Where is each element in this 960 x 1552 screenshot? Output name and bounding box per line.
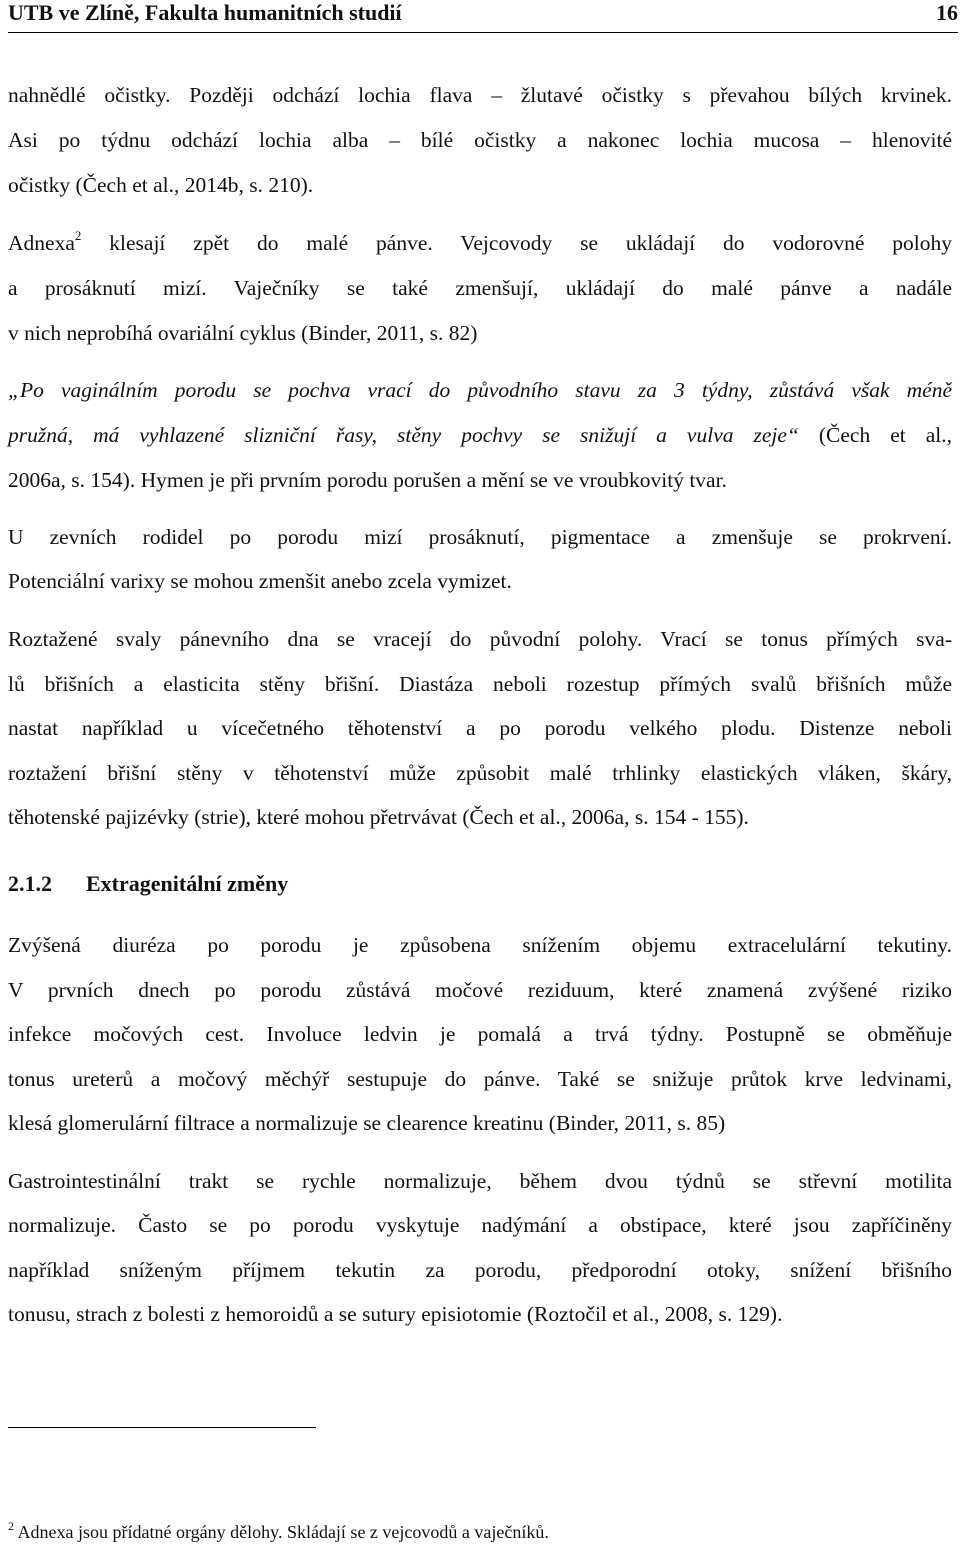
- section-heading: [8, 871, 288, 897]
- paragraph-line: roztažení břišní stěny v těhotenství může způsobit malé trhlinky elastických vláken, škáry,: [8, 761, 952, 785]
- adnexa-word: Adnexa: [8, 231, 75, 255]
- paragraph-line: Roztažené svaly pánevního dna se vracejí do původní polohy. Vrací se tonus přímých sva-: [8, 627, 952, 651]
- header-title: UTB ve Zlíně, Fakulta humanitních studií: [8, 0, 402, 25]
- footnote-text: Adnexa jsou přídatné orgány dělohy. Skládají se z vejcovodů a vaječníků.: [14, 1522, 549, 1542]
- section-title: Extragenitální změny: [86, 871, 289, 896]
- paragraph-line: tonus ureterů a močový měchýř sestupuje do pánve. Také se snižuje průtok krve ledvinami,: [8, 1067, 952, 1091]
- quote-line: „Po vaginálním porodu se pochva vrací do původního stavu za 3 týdny, zůstává však méně: [8, 378, 952, 402]
- page-header: [8, 0, 958, 33]
- paragraph-line: v nich neprobíhá ovariální cyklus (Binder, 2011, s. 82): [8, 321, 478, 345]
- paragraph-line: tonusu, strach z bolesti z hemoroidů a se sutury episiotomie (Roztočil et al., 2008, s. 129).: [8, 1302, 783, 1326]
- footnote: [8, 1519, 549, 1543]
- quote-line: [8, 420, 952, 450]
- paragraph-line: infekce močových cest. Involuce ledvin je pomalá a trvá týdny. Postupně se obměňuje: [8, 1022, 952, 1046]
- paragraph-line: U zevních rodidel po porodu mizí prosáknutí, pigmentace a zmenšuje se prokrvení.: [8, 525, 952, 549]
- paragraph-line: normalizuje. Často se po porodu vyskytuje nadýmání a obstipace, které jsou zapříčiněny: [8, 1213, 952, 1237]
- paragraph-line: nahnědlé očistky. Později odchází lochia flava – žlutavé očistky s převahou bílých krvinek.: [8, 83, 952, 107]
- paragraph-line: Zvýšená diuréza po porodu je způsobena snížením objemu extracelulární tekutiny.: [8, 933, 952, 957]
- paragraph-line: nastat například u vícečetného těhotenství a po porodu velkého plodu. Distenze neboli: [8, 716, 952, 740]
- paragraph-line: a prosáknutí mizí. Vaječníky se také zmenšují, ukládají do malé pánve a nadále: [8, 276, 952, 300]
- paragraph-line: například sníženým příjmem tekutin za porodu, předporodní otoky, snížení břišního: [8, 1258, 952, 1282]
- footnote-marker: 2: [8, 1519, 14, 1533]
- paragraph-line: V prvních dnech po porodu zůstává močové reziduum, které znamená zvýšené riziko: [8, 978, 952, 1002]
- paragraph-line: [8, 228, 952, 258]
- footnote-reference: 2: [74, 228, 82, 243]
- paragraph-line: těhotenské pajizévky (strie), které mohou přetrvávat (Čech et al., 2006a, s. 154 - 155).: [8, 805, 749, 829]
- page-number: 16: [936, 0, 958, 25]
- paragraph-line: očistky (Čech et al., 2014b, s. 210).: [8, 173, 314, 197]
- paragraph-line: Potenciální varixy se mohou zmenšit anebo zcela vymizet.: [8, 569, 512, 593]
- footnote-divider: [8, 1427, 316, 1428]
- paragraph-line: 2006a, s. 154). Hymen je při prvním porodu porušen a mění se ve vroubkovitý tvar.: [8, 468, 727, 492]
- text-span: klesají zpět do malé pánve. Vejcovody se ukládají do vodorovné polohy: [81, 231, 952, 255]
- paragraph-line: lů břišních a elasticita stěny břišní. Diastáza neboli rozestup přímých svalů břišních může: [8, 672, 952, 696]
- quote-text: pružná, má vyhlazené slizniční řasy, stěny pochvy se snižují a vulva zeje“: [8, 423, 799, 447]
- citation-text: (Čech et al.,: [798, 423, 952, 447]
- paragraph-line: Asi po týdnu odchází lochia alba – bílé očistky a nakonec lochia mucosa – hlenovité: [8, 128, 952, 152]
- section-number: 2.1.2: [8, 871, 52, 896]
- paragraph-line: Gastrointestinální trakt se rychle normalizuje, během dvou týdnů se střevní motilita: [8, 1169, 952, 1193]
- paragraph-line: klesá glomerulární filtrace a normalizuje se clearence kreatinu (Binder, 2011, s. 85): [8, 1111, 726, 1135]
